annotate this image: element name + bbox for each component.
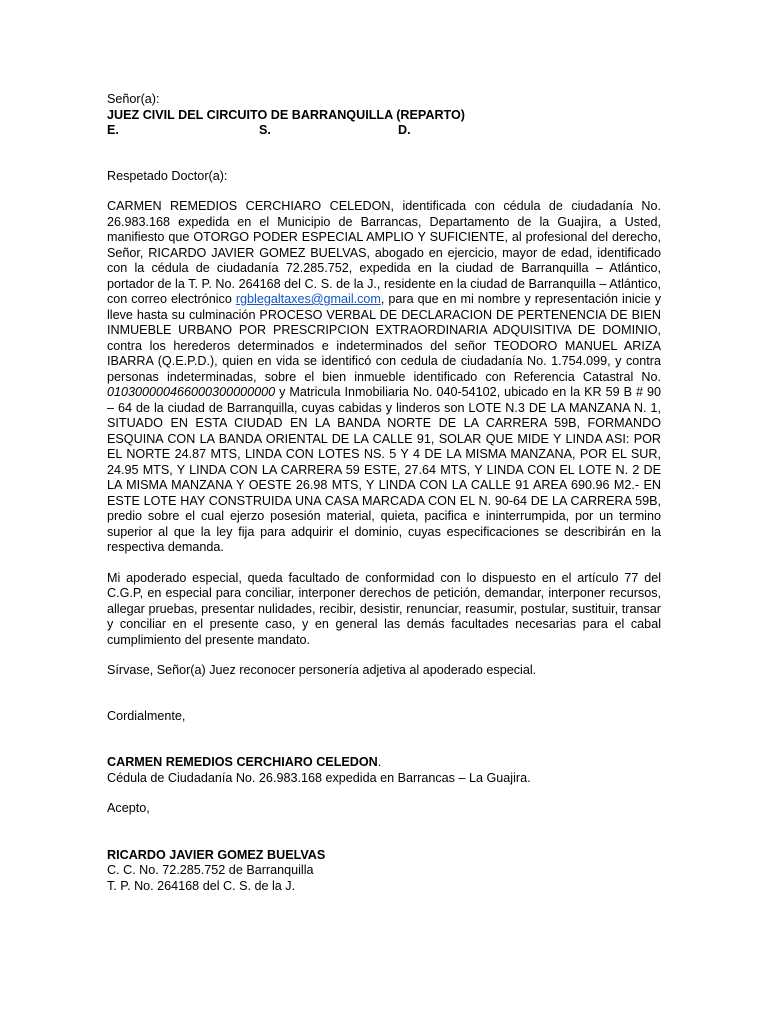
greeting: Respetado Doctor(a): <box>107 168 228 183</box>
salutation: Señor(a): <box>107 92 160 106</box>
paragraph-2: Mi apoderado especial, queda facultado de conformidad con lo dispuesto en el artículo 77 del C.G.P, en especial para conciliar, interponer derechos de petición, demandar, interponer recursos, allegar pruebas, presentar nulidades, recibir, desistir, renunciar, reasumir, postular, sustituir, transar y conciliar en el presente caso, y en general las demás facultades necesarias para el cabal cumplimiento del presente mandato. <box>107 570 661 647</box>
esd-e: E. <box>107 123 119 137</box>
signer1-id: Cédula de Ciudadanía No. 26.983.168 expedida en Barrancas – La Guajira. <box>107 770 531 785</box>
signer1-name: CARMEN REMEDIOS CERCHIARO CELEDON <box>107 755 378 769</box>
signer1-name-suffix: . <box>377 755 382 769</box>
esd-line <box>107 123 661 139</box>
paragraph-1-part-1: CARMEN REMEDIOS CERCHIARO CELEDON, identificada con cédula de ciudadanía No. 26.983.168 expedida en el Municipio de Barrancas, Departamento de la Guajira, a Usted, manifiesto que OTORGO PODER ESPECIAL AMPLIO Y SUFICIENTE, al profesional del derecho, Señor, RICARDO JAVIER GOMEZ BUELVAS, abogado en ejercicio, mayor de edad, identificado con la cédula de ciudadanía 72.285.752, expedida en la ciudad de Barranquilla – Atlántico, portador de la T. P. No. 264168 del C. S. de la J., residente en la ciudad de Barranquilla – Atlántico, con correo electrónico <box>107 199 661 306</box>
signer1-name-line <box>107 755 661 771</box>
catastral-reference: 010300000466000300000000 <box>107 385 276 399</box>
signer2-name: RICARDO JAVIER GOMEZ BUELVAS <box>107 847 326 862</box>
email-link[interactable]: rgblegaltaxes@gmail.com <box>235 292 381 306</box>
paragraph-3: Sírvase, Señor(a) Juez reconocer personería adjetiva al apoderado especial. <box>107 663 537 677</box>
signer2-cc: C. C. No. 72.285.752 de Barranquilla <box>107 863 314 877</box>
accept-label: Acepto, <box>107 801 150 815</box>
paragraph-1-part-2: , para que en mi nombre y representación inicie y lleve hasta su culminación PROCESO VERBAL DE DECLARACION DE PERTENENCIA DE BIEN INMUEBLE URBANO POR PRESCRIPCION EXTRAORDINARIA ADQUISITIVA DE DOMINIO, contra los herederos determinados e indeterminados del señor TEODORO MANUEL ARIZA IBARRA (Q.E.P.D.), quien en vida se identificó con cedula de ciudadanía No. 1.754.099, y contra personas indeterminadas, sobre el bien inmueble identificado con Referencia Catastral No. <box>107 292 661 384</box>
esd-d: D. <box>398 123 411 137</box>
paragraph-1 <box>107 199 661 556</box>
paragraph-1-part-3: y Matricula Inmobiliaria No. 040-54102, ubicado en la KR 59 B # 90 – 64 de la ciudad de Barranquilla, cuyas cabidas y linderos son LOTE N.3 DE LA MANZANA N. 1, SITUADO EN ESTA CIUDAD EN LA BANDA NORTE DE LA CARRERA 59B, FORMANDO ESQUINA CON LA BANDA ORIENTAL DE LA CALLE 91, SOLAR QUE MIDE Y LINDA ASI: POR EL NORTE 24.87 MTS, LINDA CON LOTES NS. 5 Y 4 DE LA MISMA MANZANA, POR EL SUR, 24.95 MTS, Y LINDA CON LA CARRERA 59 ESTE, 27.64 MTS, Y LINDA CON EL LOTE N. 2 DE LA MISMA MANZANA Y OESTE 26.98 MTS, Y LINDA CON LA CALLE 91 AREA 690.96 M2.- EN ESTE LOTE HAY CONSTRUIDA UNA CASA MARCADA CON EL N. 90-64 DE LA CARRERA 59B, predio sobre el cual ejerzo posesión material, quieta, pacifica e ininterrumpida, por un termino superior al que la ley fija para adquirir el dominio, cuyas especificaciones se describirán en la respectiva demanda. <box>107 385 661 554</box>
esd-s: S. <box>259 123 271 137</box>
signer2-tp: T. P. No. 264168 del C. S. de la J. <box>107 878 296 893</box>
closing: Cordialmente, <box>107 708 186 723</box>
addressee: JUEZ CIVIL DEL CIRCUITO DE BARRANQUILLA (REPARTO) <box>107 107 466 122</box>
